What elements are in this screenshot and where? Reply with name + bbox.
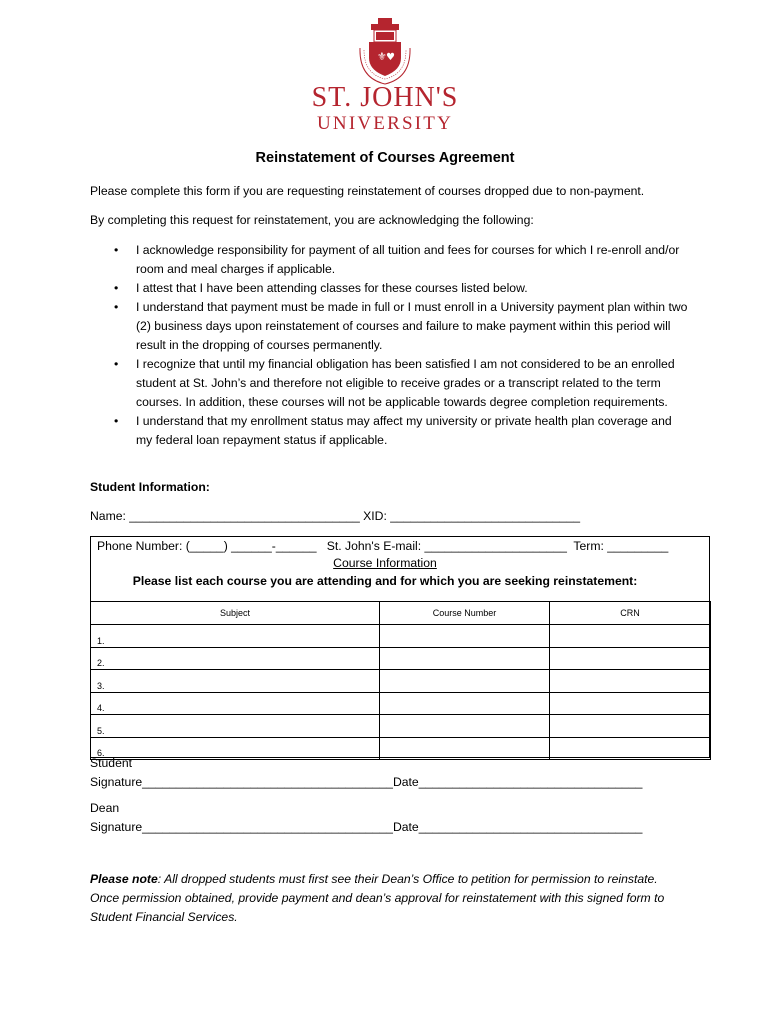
table-row (91, 715, 711, 738)
dean-signature-label: Dean (90, 801, 120, 815)
table-row (91, 625, 711, 648)
logo-wordmark-name: ST. JOHN'S (311, 82, 459, 113)
acknowledgement-list (90, 241, 690, 450)
crn-cell[interactable] (550, 737, 711, 760)
subject-cell[interactable]: 5. (91, 715, 380, 738)
course-number-cell[interactable] (380, 625, 550, 648)
bullet-text: I understand that payment must be made in full or I must enroll in a University payment plan within two (2) business days upon reinstatement of courses and failure to make payment within this period will result in the dropping of courses permanently. (136, 300, 688, 352)
course-number-cell[interactable] (380, 715, 550, 738)
name-xid-field[interactable]: Name: __________________________________ XID: ____________________________ (90, 509, 580, 523)
crn-cell[interactable] (550, 670, 711, 693)
crn-cell[interactable] (550, 715, 711, 738)
student-info-heading: Student Information: (90, 480, 210, 494)
subject-cell[interactable]: 3. (91, 670, 380, 693)
list-item: • I attest that I have been attending classes for these courses listed below. (114, 281, 528, 295)
course-number-cell[interactable] (380, 692, 550, 715)
student-signature-label: Student (90, 756, 133, 770)
bullet-text: I recognize that until my financial obligation has been satisfied I am not considered to be an enrolled student at St. John’s and therefore not eligible to receive grades or a transcript related to the term courses. In addition, these courses will not be applicable towards degree completion requirements. (136, 357, 675, 409)
list-item: • I understand that payment must be made in full or I must enroll in a University payment plan within two (2) business days upon reinstatement of courses and failure to make payment within this period will result in the dropping of courses permanently. (114, 300, 688, 352)
course-info-heading: Course Information (333, 556, 437, 570)
column-header-subject: Subject (91, 602, 380, 625)
table-row (91, 692, 711, 715)
svg-text:⚜: ⚜ (377, 50, 387, 63)
course-number-cell[interactable] (380, 647, 550, 670)
dean-signature-date-field[interactable]: Signature_____________________________________Date_________________________________ (90, 820, 643, 834)
list-item: • I acknowledge responsibility for payment of all tuition and fees for courses for which I re-enroll and/or room and meal charges if applicable. (114, 243, 680, 276)
course-number-cell[interactable] (380, 670, 550, 693)
university-seal-logo (353, 18, 417, 88)
crn-cell[interactable] (550, 625, 711, 648)
column-header-crn: CRN (550, 602, 711, 625)
note-text: : All dropped students must first see their Dean’s Office to petition for permission to reinstate. Once permission obtained, provide payment and dean’s approval for reinstatement with this signed form to Student Financial Services. (90, 872, 665, 924)
table-header-row (91, 602, 711, 625)
list-item: • I recognize that until my financial obligation has been satisfied I am not considered to be an enrolled student at St. John’s and therefore not eligible to receive grades or a transcript related to the term courses. In addition, these courses will not be applicable towards degree completion requirements. (114, 357, 675, 409)
table-row (91, 737, 711, 760)
bullet-text: I acknowledge responsibility for payment of all tuition and fees for courses for which I re-enroll and/or room and meal charges if applicable. (136, 243, 680, 276)
student-signature-date-field[interactable]: Signature_____________________________________Date_________________________________ (90, 775, 643, 789)
note-label: Please note (90, 872, 158, 886)
subject-cell[interactable]: 6. (91, 737, 380, 760)
table-row (91, 670, 711, 693)
svg-text:♥: ♥ (386, 52, 395, 63)
bullet-text: I attest that I have been attending classes for these courses listed below. (136, 281, 528, 295)
column-header-course-number: Course Number (380, 602, 550, 625)
subject-cell[interactable]: 2. (91, 647, 380, 670)
course-number-cell[interactable] (380, 737, 550, 760)
please-note (90, 870, 690, 927)
subject-cell[interactable]: 1. (91, 625, 380, 648)
intro-text: Please complete this form if you are requesting reinstatement of courses dropped due to non-payment. (90, 184, 645, 198)
crn-cell[interactable] (550, 647, 711, 670)
list-item: • I understand that my enrollment status may affect my university or private health plan coverage and my federal loan repayment status if applicable. (114, 414, 672, 447)
table-row (91, 647, 711, 670)
subject-cell[interactable]: 4. (91, 692, 380, 715)
logo-wordmark-university: UNIVERSITY (317, 113, 453, 134)
page-title: Reinstatement of Courses Agreement (255, 150, 515, 166)
course-list-instruction: Please list each course you are attending and for which you are seeking reinstatement: (132, 574, 638, 588)
acknowledge-intro: By completing this request for reinstatement, you are acknowledging the following: (90, 213, 534, 227)
phone-email-term-field[interactable]: Phone Number: (_____) ______-______ St. John's E-mail: _____________________ Term: _________ (97, 539, 669, 553)
crn-cell[interactable] (550, 692, 711, 715)
bullet-text: I understand that my enrollment status may affect my university or private health plan coverage and my federal loan repayment status if applicable. (136, 414, 672, 447)
course-table (90, 601, 711, 760)
